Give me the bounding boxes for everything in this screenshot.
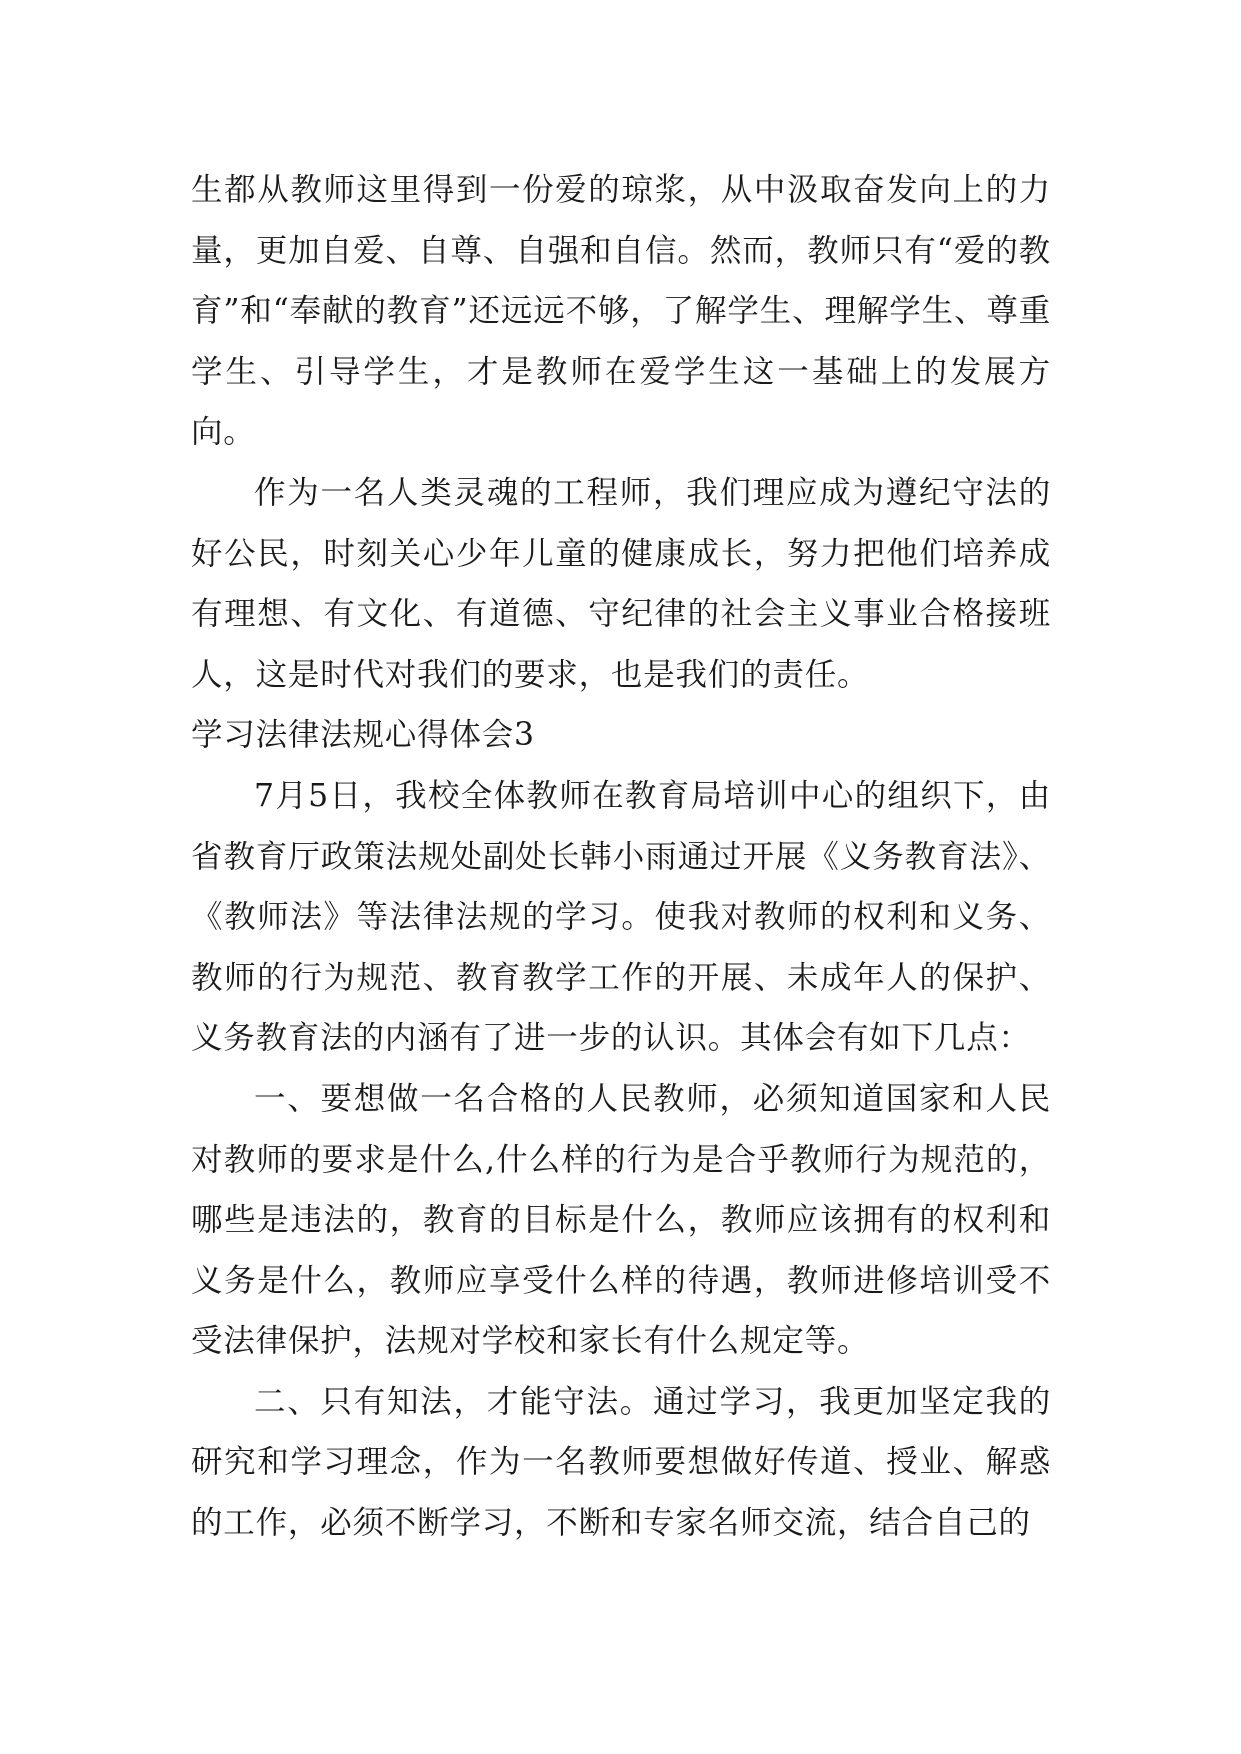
paragraph: 一、要想做一名合格的人民教师，必须知道国家和人民对教师的要求是什么,什么样的行为是合乎教师行为规范的，哪些是违法的，教育的目标是什么，教师应该拥有的权利和义务是什么，教师应享受什么样的待遇，教师进修培训受不受法律保护，法规对学校和家长有什么规定等。 bbox=[191, 1080, 1051, 1360]
paragraph: 7月5日，我校全体教师在教育局培训中心的组织下，由省教育厅政策法规处副处长韩小雨通过开展《义务教育法》、《教师法》等法律法规的学习。使我对教师的权利和义务、教师的行为规范、教育教学工作的开展、未成年人的保护、义务教育法的内涵有了进一步的认识。其体会有如下几点： bbox=[191, 777, 1051, 1057]
document-body bbox=[191, 160, 1051, 1554]
paragraph-continuation: 生都从教师这里得到一份爱的琼浆，从中汲取奋发向上的力量，更加自爱、自尊、自强和自信。然而，教师只有“爱的教育”和“奉献的教育”还远远不够，了解学生、理解学生、尊重学生、引导学生，才是教师在爱学生这一基础上的发展方向。 bbox=[191, 172, 1051, 451]
section-heading: 学习法律法规心得体会3 bbox=[191, 717, 535, 754]
paragraph: 作为一名人类灵魂的工程师，我们理应成为遵纪守法的好公民，时刻关心少年儿童的健康成长，努力把他们培养成有理想、有文化、有道德、守纪律的社会主义事业合格接班人，这是时代对我们的要求，也是我们的责任。 bbox=[191, 474, 1051, 693]
paragraph: 二、只有知法，才能守法。通过学习，我更加坚定我的研究和学习理念，作为一名教师要想做好传道、授业、解惑的工作，必须不断学习，不断和专家名师交流，结合自己的 bbox=[191, 1383, 1051, 1542]
